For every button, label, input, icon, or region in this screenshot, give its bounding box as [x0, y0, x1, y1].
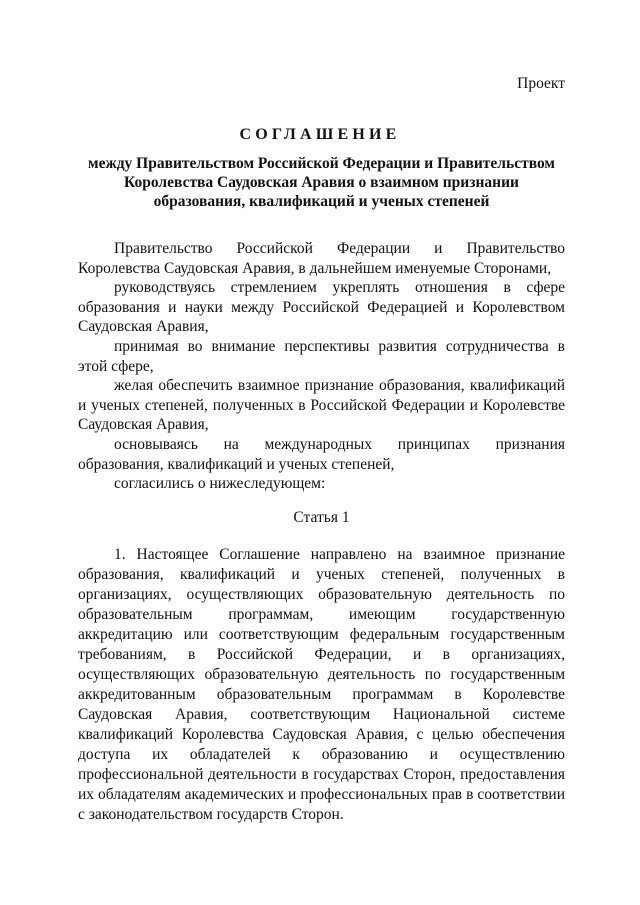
preamble-paragraph: Правительство Российской Федерации и Правительство Королевства Саудовская Аравия, в дальнейшем именуемые Сторонами, — [78, 240, 565, 277]
document-title: СОГЛАШЕНИЕ — [239, 126, 401, 143]
preamble-paragraph: основываясь на международных принципах признания образования, квалификаций и ученых степеней, — [78, 435, 565, 473]
article-body — [78, 545, 565, 825]
preamble-paragraph: желая обеспечить взаимное признание образования, квалификаций и ученых степеней, полученных в Российской Федерации и Королевстве Саудовская Аравия, — [78, 377, 565, 434]
preamble — [78, 239, 565, 494]
article-paragraph: 1. Настоящее Соглашение направлено на взаимное признание образования, квалификаций и ученых степеней, полученных в организациях, осуществляющих образовательную деятельность по образовательным программам, имеющим государственную аккредитацию или соответствующим федеральным государственным требованиям, в Российской Федерации, и в организациях, осуществляющих образовательную деятельность по государственным аккредитованным образовательным программам в Королевстве Саудовская Аравия, соответствующим Национальной системе квалификаций Королевства Саудовская Аравия, с целью обеспечения доступа их обладателей к образованию и осуществлению профессиональной деятельности в государствах Сторон, предоставления их обладателям академических и профессиональных прав в соответствии с законодательством государств Сторон. — [78, 546, 565, 823]
draft-mark: Проект — [517, 75, 565, 92]
article-heading: Статья 1 — [293, 509, 350, 526]
preamble-paragraph: согласились о нижеследующем: — [114, 475, 326, 493]
document-subtitle: между Правительством Российской Федерации и Правительством Королевства Саудовская Аравия о взаимном признании образования, квалификаций и ученых степеней — [88, 155, 555, 210]
preamble-paragraph: руководствуясь стремлением укреплять отношения в сфере образования и науки между Российской Федерацией и Королевством Саудовская Аравия, — [78, 279, 565, 336]
preamble-paragraph: принимая во внимание перспективы развития сотрудничества в этой сфере, — [78, 337, 565, 375]
